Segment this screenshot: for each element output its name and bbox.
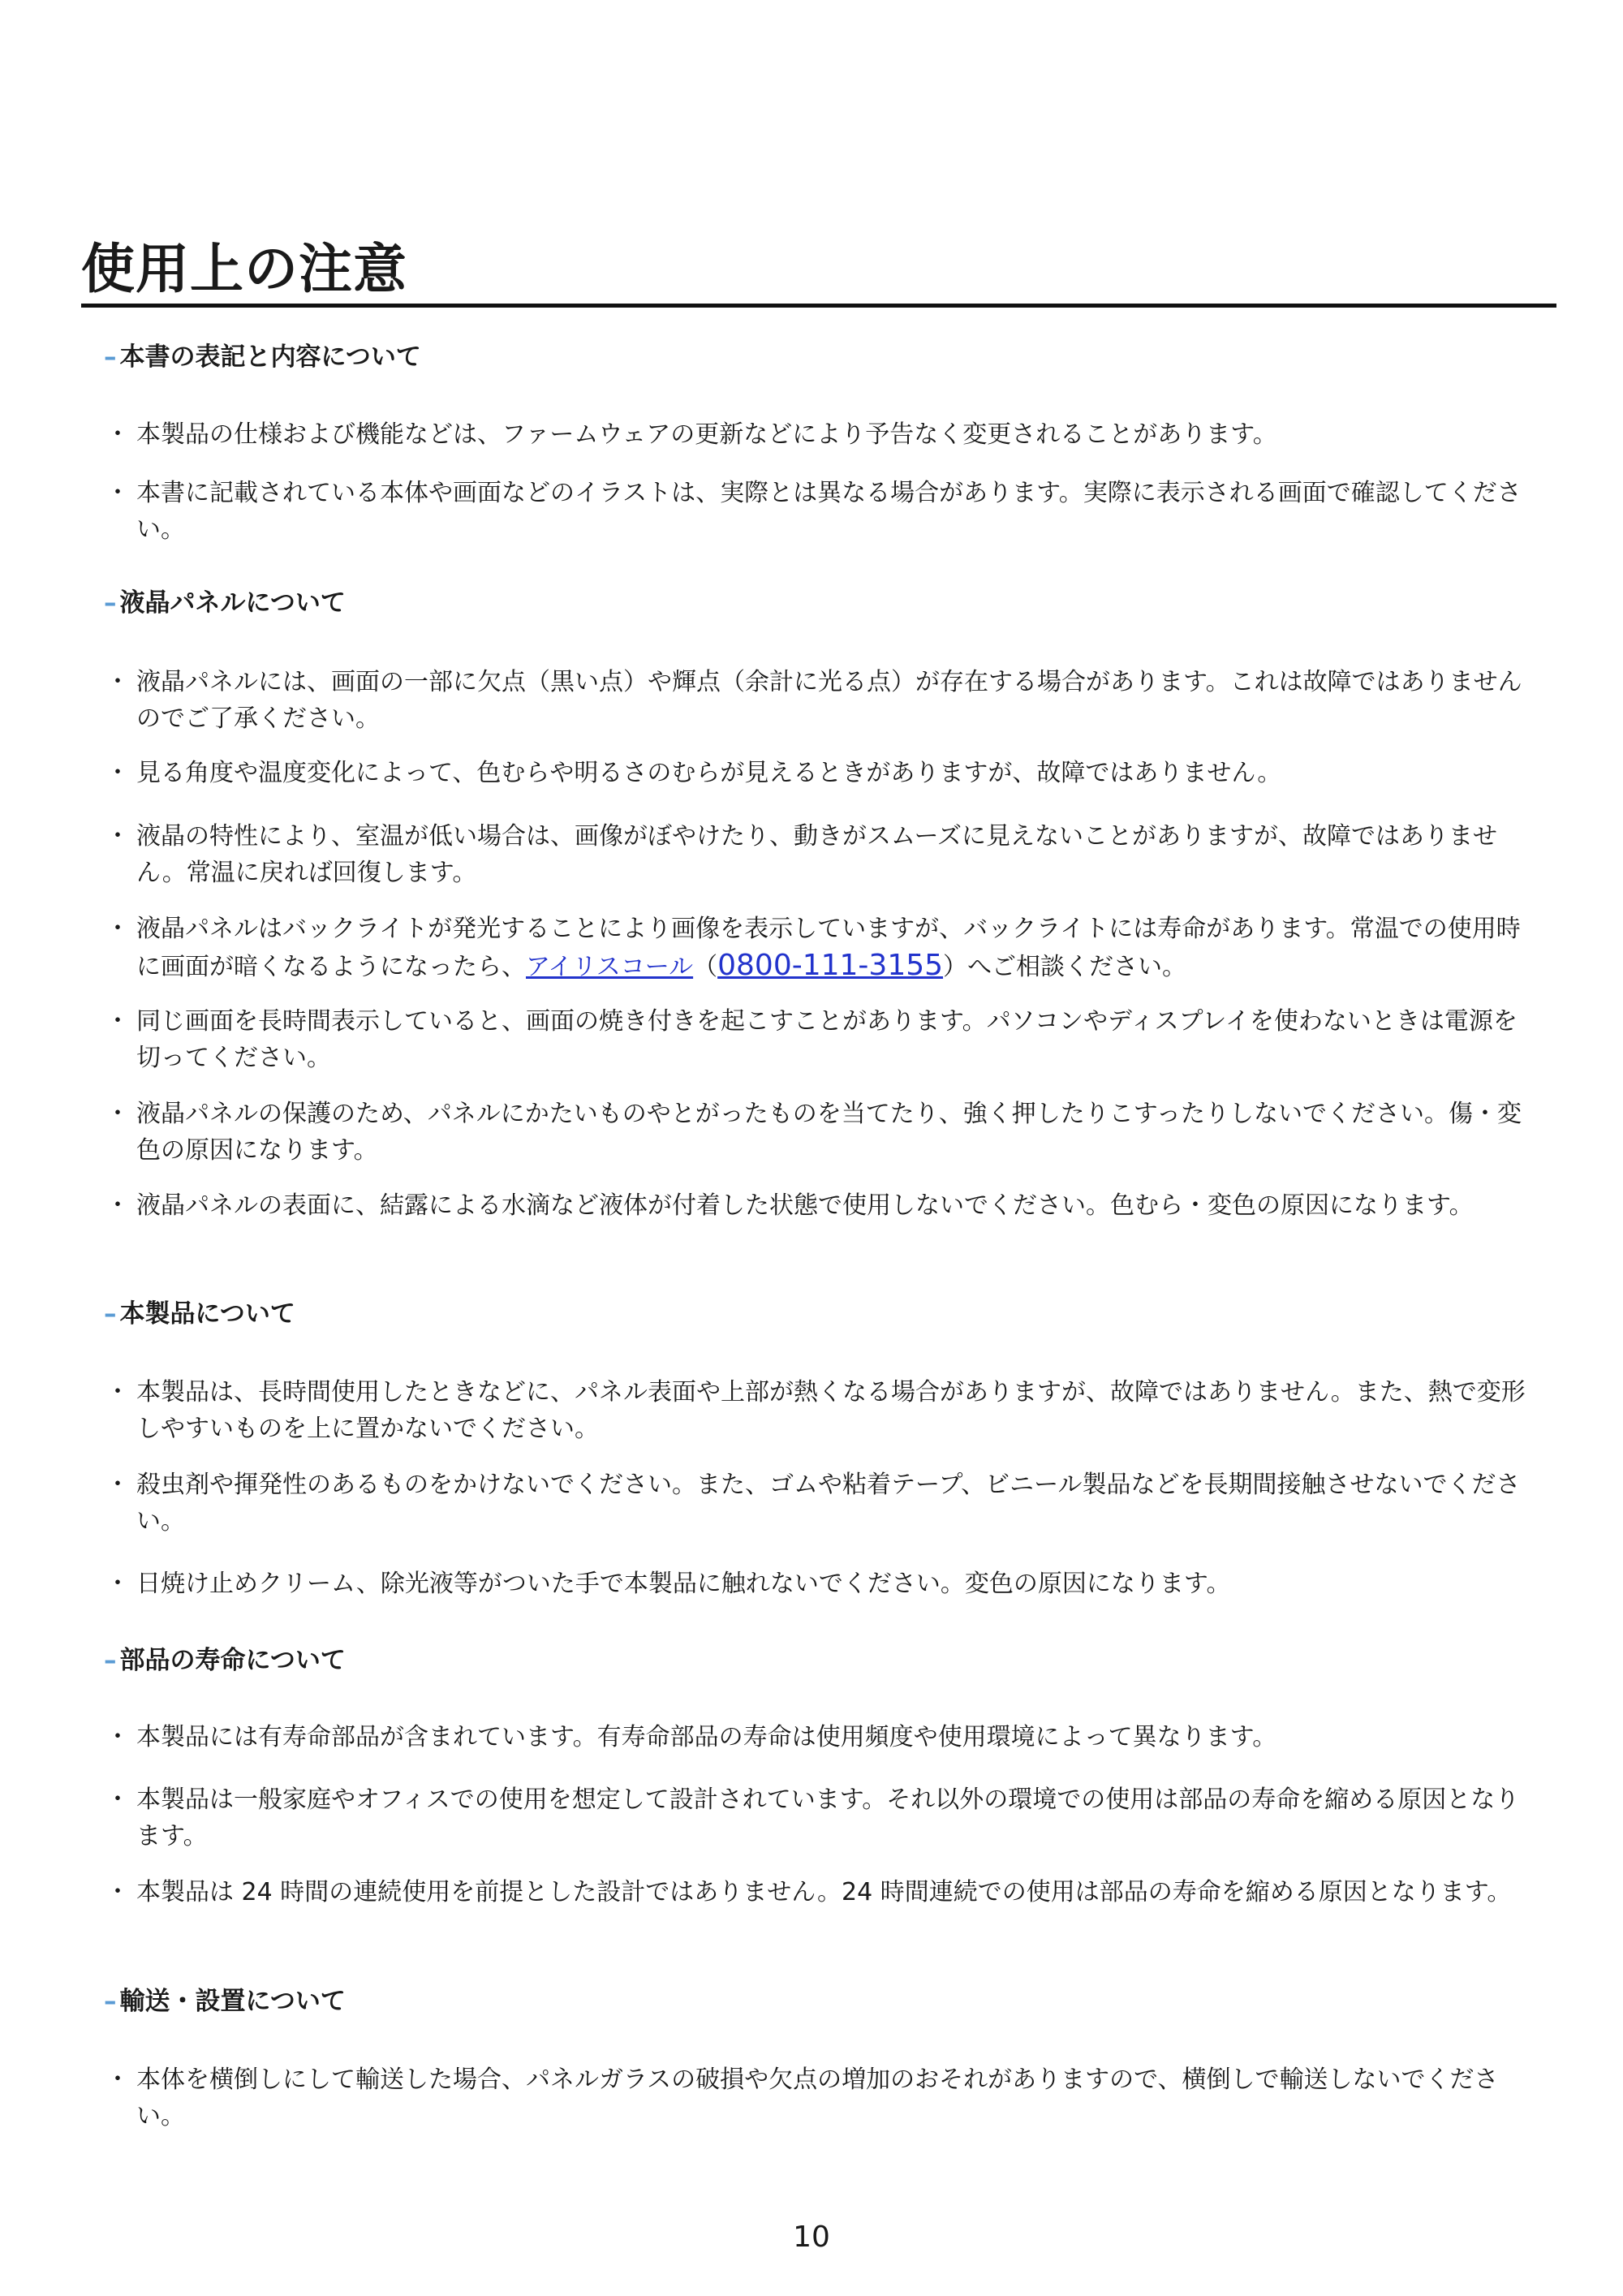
- list-item-text: 本製品の仕様および機能などは、ファームウェアの更新などにより予告なく変更されることがあります。: [136, 420, 1277, 449]
- section-heading-text: 本製品について: [119, 1299, 295, 1329]
- section-heading: [104, 1984, 346, 2019]
- section-heading-text: 液晶パネルについて: [119, 588, 346, 618]
- list-item: [105, 1467, 1534, 1540]
- bullet-icon: ・: [105, 1570, 130, 1598]
- list-item-text: 本製品には有寿命部品が含まれています。有寿命部品の寿命は使用頻度や使用環境によって異なります。: [136, 1723, 1277, 1751]
- list-item-text: [136, 911, 1534, 985]
- title-underline: [81, 304, 1556, 308]
- list-item-text: 液晶パネルには、画面の一部に欠点（黒い点）や輝点（余計に光る点）が存在する場合があります。これは故障ではありませんのでご了承ください。: [136, 668, 1522, 733]
- list-item-text: 日焼け止めクリーム、除光液等がついた手で本製品に触れないでください。変色の原因になります。: [136, 1570, 1231, 1598]
- bullet-icon: ・: [105, 668, 130, 696]
- list-item-text: 液晶パネルの保護のため、パネルにかたいものやとがったものを当てたり、強く押したりこすったりしないでください。傷・変色の原因になります。: [136, 1100, 1522, 1165]
- list-item: [105, 1781, 1534, 1854]
- bullet-icon: ・: [105, 420, 130, 449]
- list-item-text: 液晶パネルの表面に、結露による水滴など液体が付着した状態で使用しないでください。色むら・変色の原因になります。: [136, 1191, 1474, 1220]
- bullet-icon: ・: [105, 1100, 130, 1128]
- dash-icon: –: [104, 588, 117, 618]
- list-item: [105, 2061, 1534, 2134]
- bullet-icon: ・: [105, 1723, 130, 1751]
- list-item-text: 同じ画面を長時間表示していると、画面の焼き付きを起こすことがあります。パソコンやディスプレイを使わないときは電源を切ってください。: [136, 1007, 1518, 1072]
- section-heading: [104, 1296, 295, 1332]
- list-item: [105, 1374, 1534, 1447]
- list-item: [105, 818, 1534, 891]
- page-title: 使用上の注意: [81, 238, 407, 300]
- list-item-text: 液晶の特性により、室温が低い場合は、画像がぼやけたり、動きがスムーズに見えないことがありますが、故障ではありません。常温に戻れば回復します。: [136, 822, 1497, 887]
- dash-icon: –: [104, 1646, 117, 1675]
- list-item-text: 本体を横倒しにして輸送した場合、パネルガラスの破損や欠点の増加のおそれがありますので、横倒しで輸送しないでください。: [136, 2066, 1499, 2130]
- list-item: [105, 1003, 1534, 1076]
- item-text-part: ）へご相談ください。: [943, 953, 1187, 981]
- list-item: [105, 664, 1534, 737]
- section-heading-text: 部品の寿命について: [119, 1646, 346, 1675]
- iris-call-link[interactable]: アイリスコール: [526, 953, 694, 981]
- bullet-icon: ・: [105, 759, 130, 787]
- dash-icon: –: [104, 1987, 117, 2016]
- list-item: [105, 1566, 1534, 1602]
- bullet-icon: ・: [105, 479, 130, 507]
- list-item-text: 本書に記載されている本体や画面などのイラストは、実際とは異なる場合があります。実際に表示される画面で確認してください。: [136, 479, 1522, 544]
- bullet-icon: ・: [105, 2066, 130, 2094]
- page-number: 10: [793, 2221, 830, 2254]
- section-heading: [104, 1643, 346, 1678]
- section-heading-text: 輸送・設置について: [119, 1987, 346, 2016]
- list-item: [105, 755, 1534, 791]
- list-item: [105, 416, 1534, 453]
- list-item: [105, 1096, 1534, 1169]
- bullet-icon: ・: [105, 1878, 130, 1906]
- dash-icon: –: [104, 1299, 117, 1329]
- list-item-text: 本製品は 24 時間の連続使用を前提とした設計ではありません。24 時間連続での使用は部品の寿命を縮める原因となります。: [136, 1878, 1512, 1906]
- item-text-part: （: [693, 953, 718, 981]
- list-item: [105, 911, 1534, 985]
- list-item: [105, 1874, 1534, 1910]
- item-text-part: 液晶パネルはバックライトが発光することにより画像を表示していますが、バックライトには寿命があります。常温での使用時に画面が暗くなるようになったら、: [136, 915, 1521, 981]
- list-item-text: 本製品は一般家庭やオフィスでの使用を想定して設計されています。それ以外の環境での使用は部品の寿命を縮める原因となります。: [136, 1786, 1520, 1850]
- list-item: [105, 475, 1534, 548]
- list-item-text: 見る角度や温度変化によって、色むらや明るさのむらが見えるときがありますが、故障ではありません。: [136, 759, 1282, 787]
- list-item-text: 本製品は、長時間使用したときなどに、パネル表面や上部が熱くなる場合がありますが、故障ではありません。また、熱で変形しやすいものを上に置かないでください。: [136, 1378, 1526, 1443]
- phone-number-link[interactable]: 0800-111-3155: [717, 949, 944, 982]
- bullet-icon: ・: [105, 1471, 130, 1499]
- bullet-icon: ・: [105, 915, 130, 943]
- list-item: [105, 1187, 1534, 1224]
- bullet-icon: ・: [105, 1191, 130, 1220]
- section-heading: [104, 339, 421, 375]
- bullet-icon: ・: [105, 1786, 130, 1814]
- section-heading: [104, 585, 346, 621]
- list-item: [105, 1719, 1534, 1755]
- section-heading-text: 本書の表記と内容について: [119, 342, 421, 372]
- dash-icon: –: [104, 342, 117, 372]
- list-item-text: 殺虫剤や揮発性のあるものをかけないでください。また、ゴムや粘着テープ、ビニール製品などを長期間接触させないでください。: [136, 1471, 1521, 1536]
- bullet-icon: ・: [105, 1378, 130, 1406]
- bullet-icon: ・: [105, 1007, 130, 1036]
- bullet-icon: ・: [105, 822, 130, 851]
